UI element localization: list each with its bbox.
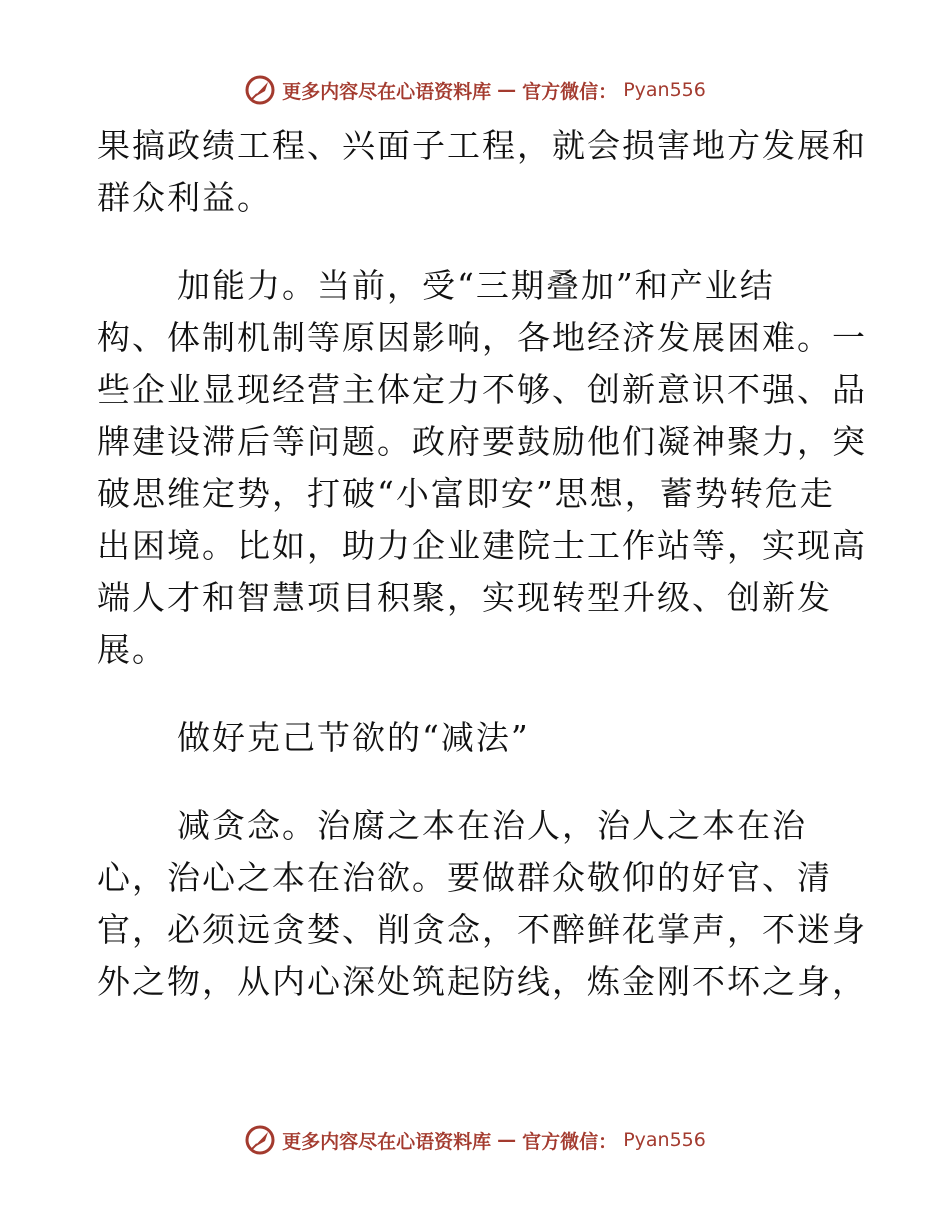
quill-logo-icon [244,74,276,106]
paragraph-line: 端人才和智慧项目积聚，实现转型升级、创新发 [97,578,832,617]
paragraph-1 [97,120,867,224]
header-separator: — [497,79,517,101]
paragraph-line: 减贪念。治腐之本在治人，治人之本在治 [177,806,807,845]
paragraph-line: 加能力。当前，受“三期叠加”和产业结 [177,266,775,305]
header-wechat-label: 官方微信： [522,80,618,103]
paragraph-line: 破思维定势，打破“小富即安”思想，蓄势转危走 [97,474,835,513]
paragraph-line: 出困境。比如，助力企业建院士工作站等，实现高 [97,526,867,565]
footer-wechat-label: 官方微信： [522,1130,618,1153]
header-brand-text: 更多内容尽在心语资料库 [282,80,492,103]
paragraph-2 [97,260,867,676]
footer-banner [0,1120,950,1160]
section-heading [97,712,857,764]
paragraph-line: 官，必须远贪婪、削贪念，不醉鲜花掌声，不迷身 [97,910,867,949]
paragraph-spacer [97,224,857,260]
header-banner [0,70,950,110]
footer-separator: — [497,1129,517,1151]
section-heading-text: 做好克己节欲的“减法” [177,718,530,757]
paragraph-line: 心，治心之本在治欲。要做群众敬仰的好官、清 [97,858,832,897]
footer-wechat-id: Pyan556 [623,1129,706,1151]
paragraph-line: 外之物，从内心深处筑起防线，炼金刚不坏之身， [97,962,867,1001]
footer-brand-text: 更多内容尽在心语资料库 [282,1130,492,1153]
paragraph-line: 构、体制机制等原因影响，各地经济发展困难。一 [97,318,867,357]
paragraph-spacer [97,764,857,800]
header-wechat-id: Pyan556 [623,79,706,101]
paragraph-spacer [97,676,857,712]
paragraph-line: 群众利益。 [97,178,272,217]
paragraph-line: 牌建设滞后等问题。政府要鼓励他们凝神聚力，突 [97,422,867,461]
paragraph-line: 果搞政绩工程、兴面子工程，就会损害地方发展和 [97,126,867,165]
document-body [97,120,867,1008]
paragraph-4 [97,800,867,1008]
quill-logo-icon [244,1124,276,1156]
paragraph-line: 些企业显现经营主体定力不够、创新意识不强、品 [97,370,867,409]
paragraph-line: 展。 [97,630,167,669]
